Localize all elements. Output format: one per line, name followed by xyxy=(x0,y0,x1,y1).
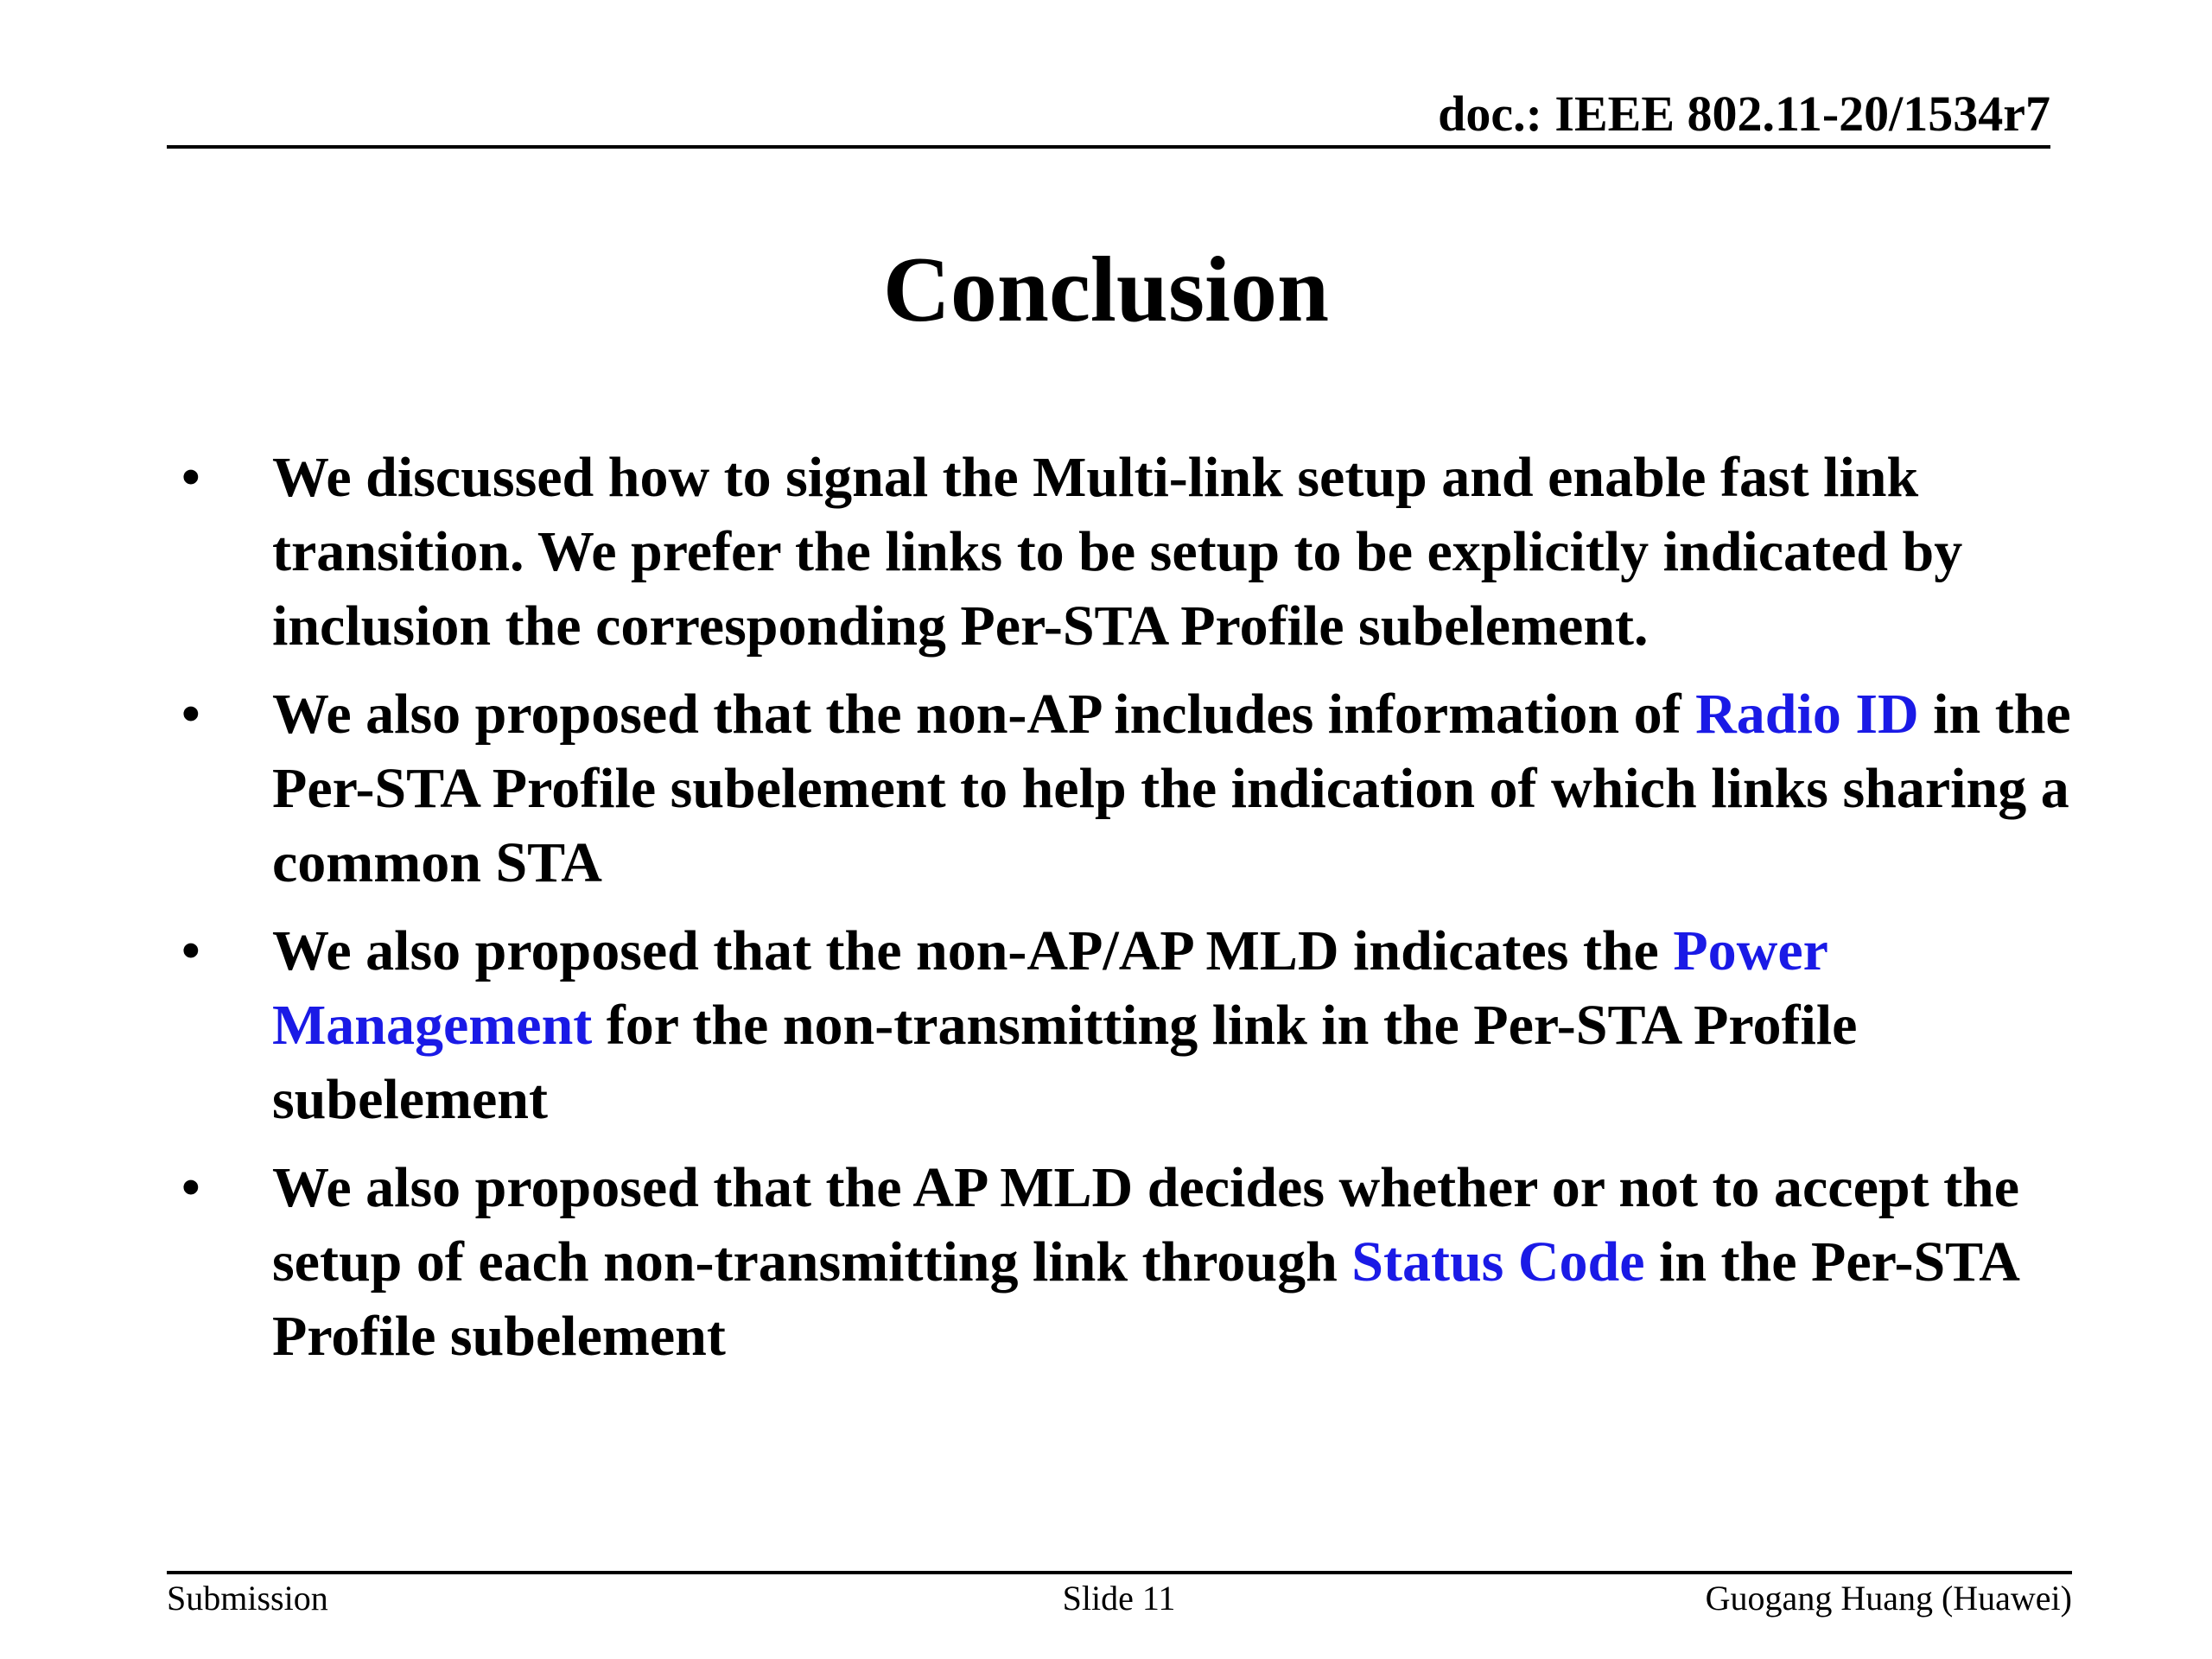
bullet-text xyxy=(272,914,2134,1137)
footer-divider xyxy=(167,1571,2072,1574)
bullet-item xyxy=(181,441,2134,664)
bullet-text-part: We also proposed that the AP MLD decides whether or not to accept the setup of each non-transmitting link through xyxy=(272,1156,2020,1294)
bullet-text xyxy=(272,441,2134,664)
bullet-text xyxy=(272,677,2134,900)
bullet-text-part: in the Per-STA Profile subelement xyxy=(272,1230,2018,1368)
bullet-item xyxy=(181,1151,2134,1374)
slide-title: Conclusion xyxy=(882,238,1330,341)
highlight-power-management: Power Management xyxy=(272,919,1827,1057)
bullet-item xyxy=(181,914,2134,1137)
bullet-item xyxy=(181,677,2134,900)
bullet-icon: • xyxy=(181,448,200,507)
bullet-text-part: We also proposed that the non-AP/AP MLD indicates the xyxy=(272,919,1674,982)
footer-slide-number: Slide 11 xyxy=(1062,1579,1176,1618)
header-divider xyxy=(167,145,2050,149)
highlight-radio-id: Radio ID xyxy=(1695,683,1919,746)
bullet-text-part: for the non-transmitting link in the Per-STA Profile subelement xyxy=(272,994,1858,1131)
bullet-icon: • xyxy=(181,685,200,744)
footer-submission: Submission xyxy=(167,1579,328,1618)
bullet-text-part: in the Per-STA Profile subelement to help the indication of which links sharing a common STA xyxy=(272,683,2071,894)
footer-author: Guogang Huang (Huawei) xyxy=(1705,1579,2072,1618)
bullet-icon: • xyxy=(181,1159,200,1217)
bullet-list xyxy=(181,441,2134,1388)
bullet-icon: • xyxy=(181,922,200,981)
bullet-text-part: We also proposed that the non-AP includes information of xyxy=(272,683,1696,746)
bullet-text-part: We discussed how to signal the Multi-link setup and enable fast link transition. We prefer the links to be setup to be explicitly indicated by inclusion the corresponding Per-STA Profile subelement. xyxy=(272,446,1963,658)
highlight-status-code: Status Code xyxy=(1351,1230,1645,1294)
document-id: doc.: IEEE 802.11-20/1534r7 xyxy=(1438,86,2050,142)
bullet-text xyxy=(272,1151,2134,1374)
